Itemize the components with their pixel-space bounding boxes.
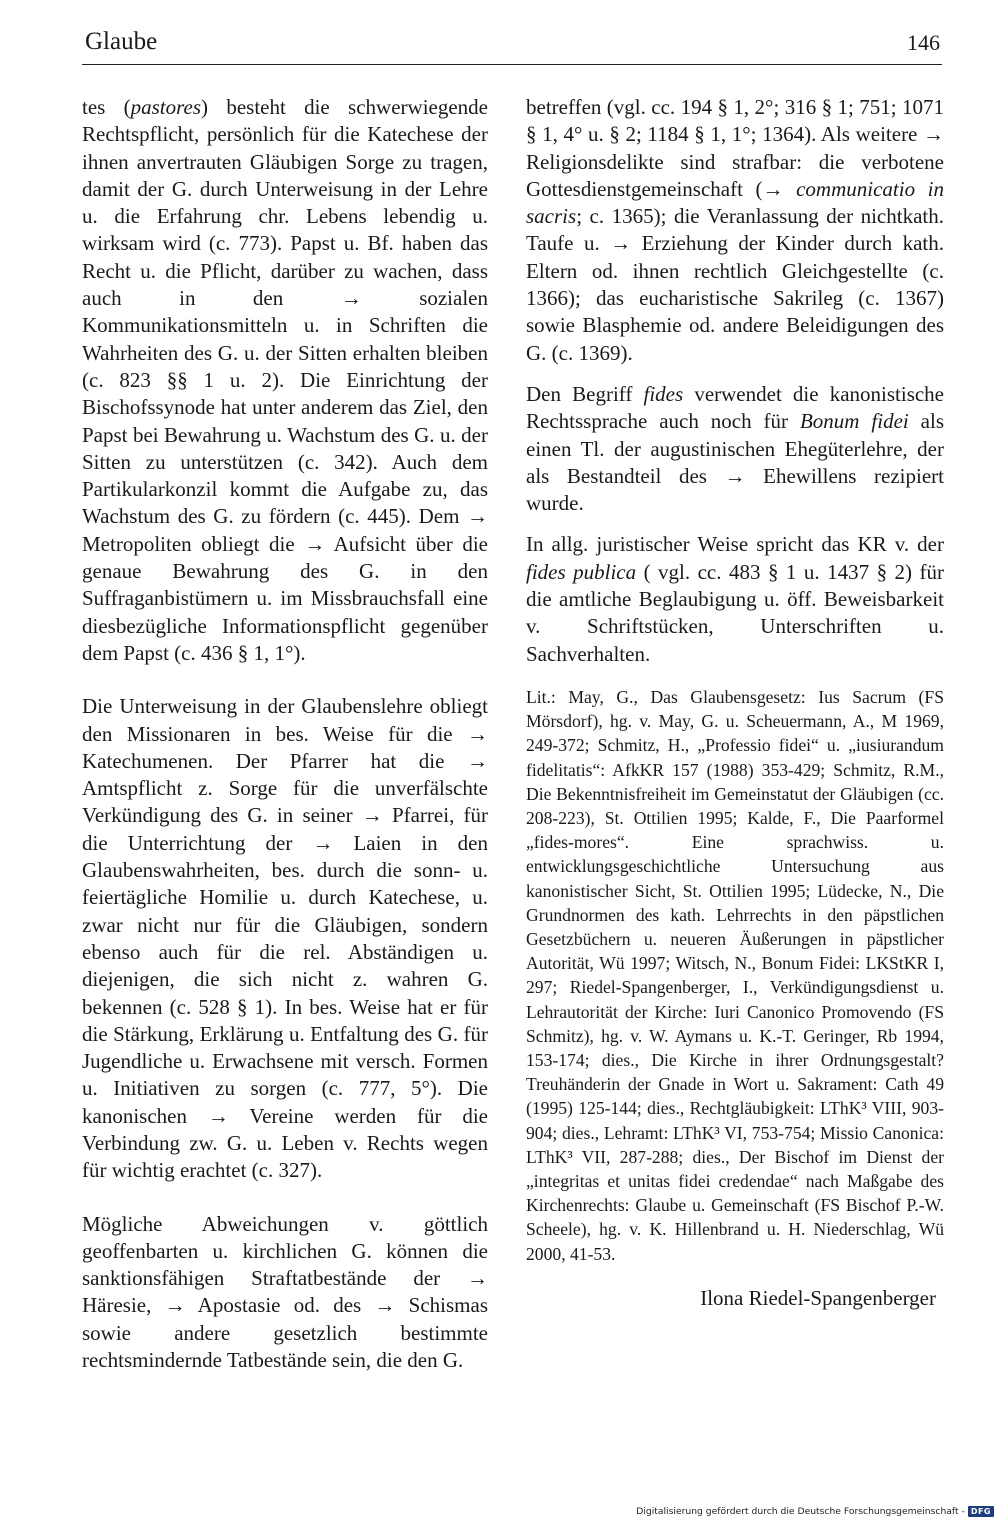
italic-term: communicatio in sacris xyxy=(526,176,945,229)
paragraph: In allg. juristischer Weise spricht das KR v. der fides publica ( vgl. cc. 483 § 1 u. 1437 § 2) für die amtliche Beglaubigung u. öff. Beweisbarkeit v. Schriftstücken, Unterschriften u. Sachverhalten. xyxy=(526,532,944,666)
author-signature: Ilona Riedel-Spangenberger xyxy=(700,1285,936,1310)
italic-term: Bonum fidei xyxy=(799,409,909,434)
left-column xyxy=(82,94,488,1374)
paragraph: Die Unterweisung in der Glaubenslehre obliegt den Missionaren in bes. Weise für die → Katechumenen. Der Pfarrer hat die → Amtspflicht z. Sorge für die unverfälschte Verkündigung des G. in seiner → Pfarrei, für die Unterrichtung der → Laien in den Glaubenswahrheiten, bes. durch die sonn- u. feiertägliche Homilie u. durch Katechese, u. zwar nicht nur für die Gläubigen, sondern ebenso auch für die rel. Abständigen u. diejenigen, die sich nicht z. wahren G. bekennen (c. 528 § 1). In bes. Weise hat er für die Stärkung, Erklärung u. Entfaltung des G. für Jugendliche u. Erwachsene mit versch. Formen u. Initiativen zu sorgen (c. 777, 5°). Die kanonischen → Vereine werden für die Verbindung zw. G. u. Leben v. Rechts wegen für wichtig erachtet (c. 327). xyxy=(82,694,488,1183)
funding-note: Digitalisierung gefördert durch die Deutsche Forschungsgemeinschaft - xyxy=(636,1505,965,1517)
page-number: 146 xyxy=(907,30,940,55)
italic-term: pastores xyxy=(130,95,202,119)
paragraph: Den Begriff fides verwendet die kanonistische Rechtssprache auch noch für Bonum fidei als einen Tl. der augustinischen Ehegüterlehre, der als Bestandteil des → Ehewillens rezipiert wurde. xyxy=(526,381,945,516)
literature-list: Lit.: May, G., Das Glaubensgesetz: Ius Sacrum (FS Mörsdorf), hg. v. May, G. u. Scheuermann, A., M 1969, 249-372; Schmitz, H., „Professio fidei“ u. „iusiurandum fidelitatis“: AfkKR 157 (1988) 353-429; Schmitz, R.M., Die Bekenntnisfreiheit im Gemeinstatut der Gläubigen (cc. 208-223), St. Ottilien 1995; Kalde, F., Die Paarformel „fides-mores“. Eine sprachwiss. u. entwicklungsgeschichtliche Untersuchung aus kanonistischer Sicht, St. Ottilien 1995; Lüdecke, N., Die Grundnormen des kath. Lehrrechts in den päpstlichen Gesetzbüchern u. neueren Äußerungen in päpstlicher Autorität, Wü 1997; Witsch, N., Bonum Fidei: LKStKR I, 297; Riedel-Spangenberger, I., Verkündigungsdienst u. Lehrautorität der Kirche: Iuri Canonico Promovendo (FS Schmitz), hg. v. W. Aymans u. K.-T. Geringer, Rb 1994, 153-174; dies., Die Kirche in ihrer Ordnungsgestalt? Treuhänderin der Gnade in Wort u. Sakrament: Cath 49 (1995) 125-144; dies., Rechtgläubigkeit: LThK³ VIII, 903-904; dies., Lehramt: LThK³ VI, 753-754; Missio Canonica: LThK³ VII, 287-288; dies., Der Bischof im Dienst der „integritas et unitas fidei credendae“ nach Maßgabe des Kirchenrechts: Glaube u. Gemeinschaft (FS Bischof P.-W. Scheele), hg. v. K. Hillenbrand u. H. Niederschlag, Wü 2000, 41-53. xyxy=(526,686,944,1264)
page-header xyxy=(82,28,942,65)
right-column xyxy=(526,94,944,1311)
paragraph: Mögliche Abweichungen v. göttlich geoffenbarten u. kirchlichen G. können die sanktionsfähigen Straftatbestände der → Häresie, → Apostasie od. des → Schismas sowie andere gesetzlich bestimmte rechtsmindernde Tatbestände sein, die den G. xyxy=(82,1211,488,1373)
paragraph: betreffen (vgl. cc. 194 § 1, 2°; 316 § 1; 751; 1071 § 1, 4° u. § 2; 1184 § 1, 1°; 1364). Als weitere → Religionsdelikte sind strafbar: die verbotene Gottesdienstgemeinschaft (→ communicatio in sacris; c. 1365); die Veranlassung der nichtkath. Taufe u. → Erziehung der Kinder durch kath. Eltern od. ihnen rechtlich Gleichgestellte (c. 1366); das eucharistische Sakrileg (c. 1367) sowie Blasphemie od. andere Beleidigungen des G. (c. 1369). xyxy=(526,95,945,365)
paragraph: tes (pastores) besteht die schwerwiegende Rechtspflicht, persönlich für die Katechese der ihnen anvertrauten Gläubigen Sorge zu tragen, damit der G. durch Unterweisung in der Lehre u. die Erfahrung chr. Lebens lebendig u. wirksam wird (c. 773). Papst u. Bf. haben das Recht u. die Pflicht, darüber zu wachen, dass auch in den → sozialen Kommunikationsmitteln u. in Schriften die Wahrheiten des G. u. der Sitten erhalten bleiben (c. 823 §§ 1 u. 2). Die Einrichtung der Bischofssynode hat unter anderem das Ziel, den Papst bei Bewahrung u. Wachstum des G. u. der Sitten zu unterstützen (c. 342). Auch dem Partikularkonzil kommt die Aufgabe zu, das Wachstum des G. zu fördern (c. 445). Dem → Metropoliten obliegt die → Aufsicht über die genaue Bewahrung des G. in den Suffraganbistümern u. im Missbrauchsfall eine diesbezügliche Informationspflicht gegenüber dem Papst (c. 436 § 1, 1°). xyxy=(82,95,488,665)
dfg-logo: DFG xyxy=(968,1506,994,1517)
running-title: Glaube xyxy=(85,28,158,55)
italic-term: fides publica xyxy=(526,559,637,584)
footer xyxy=(636,1503,994,1519)
italic-term: fides xyxy=(643,381,684,406)
